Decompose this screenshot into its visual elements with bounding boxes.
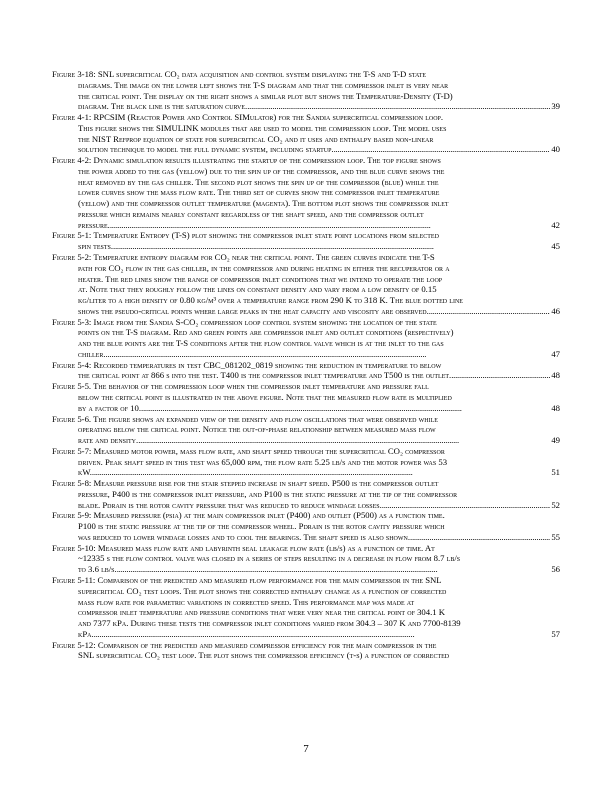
entry-text: Figure 5-10: Measured mass flow rate and labyrinth seal leakage flow rate (lb/s) as a function of time. At bbox=[52, 542, 435, 553]
figure-entry[interactable] bbox=[52, 230, 560, 252]
entry-line bbox=[52, 564, 560, 575]
entry-line bbox=[52, 295, 560, 306]
entry-line bbox=[52, 500, 560, 511]
entry-text: mass flow rate for parametric variations in corrected speed. This performance map was made at bbox=[78, 596, 415, 607]
entry-text: the critical point. The display on the right shows a similar plot but shows the Temperature-Density (T-D) bbox=[78, 90, 453, 101]
entry-line bbox=[52, 101, 560, 112]
entry-line bbox=[52, 155, 560, 166]
entry-page-number[interactable]: 48 bbox=[551, 370, 560, 381]
entry-line bbox=[52, 575, 560, 586]
entry-page-number[interactable]: 42 bbox=[551, 219, 560, 230]
entry-text: at. Note that they roughly follow the lines on constant density and vary from a low density of 0.15 bbox=[78, 284, 437, 295]
entry-line bbox=[52, 349, 560, 360]
entry-line bbox=[52, 607, 560, 618]
entry-line bbox=[52, 112, 560, 123]
figure-entry[interactable] bbox=[52, 252, 560, 317]
entry-text: path for CO₂ flow in the gas chiller, in the compressor and during heating in either the recuperator or a bbox=[78, 262, 450, 273]
entry-page-number[interactable]: 47 bbox=[551, 348, 560, 359]
entry-line bbox=[52, 80, 560, 91]
entry-text: was reduced to lower windage losses and to cool the bearings. The shaft speed is also shown. bbox=[78, 531, 411, 542]
entry-line bbox=[52, 360, 560, 371]
entry-text: the critical point at 866 s into the test. T400 is the compressor inlet temperature and T500 is the outlet. bbox=[78, 370, 452, 381]
figure-entry[interactable] bbox=[52, 317, 560, 360]
entry-line bbox=[52, 306, 560, 317]
entry-line bbox=[52, 392, 560, 403]
entry-line bbox=[52, 230, 560, 241]
entry-text: (yellow) and the compressor outlet temperature (magenta). The bottom plot shows the compressor inlet bbox=[78, 198, 449, 209]
entry-text: to 3.6 lb/s. bbox=[78, 564, 117, 575]
entry-line bbox=[52, 640, 560, 651]
entry-text: driven. Peak shaft speed in this test was 65,000 rpm, the flow rate 5.25 lb/s and the motor power was 53 bbox=[78, 456, 448, 467]
entry-line bbox=[52, 252, 560, 263]
entry-text: solution technique to model the full dynamic system, including startup. bbox=[78, 144, 334, 155]
entry-line bbox=[52, 650, 560, 661]
entry-page-number[interactable]: 45 bbox=[551, 241, 560, 252]
entry-line bbox=[52, 424, 560, 435]
entry-page-number[interactable]: 56 bbox=[551, 564, 560, 575]
entry-line bbox=[52, 317, 560, 328]
entry-text: Figure 5-6. The figure shows an expanded view of the density and flow oscillations that were observed while bbox=[52, 413, 438, 424]
entry-line bbox=[52, 510, 560, 521]
entry-text: rate and density. bbox=[78, 435, 139, 446]
figure-entry[interactable] bbox=[52, 69, 560, 112]
figure-entry[interactable] bbox=[52, 360, 560, 382]
dot-leader bbox=[382, 500, 551, 511]
entry-page-number[interactable]: 39 bbox=[551, 101, 560, 112]
entry-line bbox=[52, 370, 560, 381]
entry-text: Figure 5-2: Temperature entropy diagram for CO₂ near the critical point. The green curves indicate the T-S bbox=[52, 252, 435, 263]
entry-text: Figure 5-12: Comparison of the predicted and measured compressor efficiency for the main compressor in the bbox=[52, 639, 437, 650]
dot-leader bbox=[94, 629, 551, 640]
dot-leader bbox=[247, 101, 550, 112]
entry-text: points on the T-S diagram. Red and green points are compressor inlet and outlet conditions (respectively) bbox=[78, 327, 454, 338]
entry-line bbox=[52, 284, 560, 295]
entry-text: operating below the critical point. Notice the out-of-phase relationship between measured mass flow bbox=[78, 424, 436, 435]
entry-line bbox=[52, 220, 560, 231]
entry-line bbox=[52, 457, 560, 468]
dot-leader bbox=[451, 370, 550, 381]
entry-text: by a factor of 10. bbox=[78, 402, 142, 413]
entry-page-number[interactable]: 49 bbox=[551, 435, 560, 446]
list-of-figures bbox=[52, 69, 560, 661]
entry-text: blade. Pdrain is the rotor cavity pressure that was reduced to reduce windage losses. bbox=[78, 499, 382, 510]
figure-entry[interactable] bbox=[52, 446, 560, 478]
entry-text: Figure 3-18: SNL supercritical CO₂ data acquisition and control system displaying the T-S and T-D state bbox=[52, 69, 427, 79]
entry-line bbox=[52, 478, 560, 489]
entry-line bbox=[52, 543, 560, 554]
entry-text: pressure. bbox=[78, 219, 110, 230]
entry-line bbox=[52, 489, 560, 500]
figure-entry[interactable] bbox=[52, 510, 560, 542]
entry-line bbox=[52, 209, 560, 220]
entry-text: diagram. The black line is the saturation curve. bbox=[78, 101, 248, 112]
entry-line bbox=[52, 274, 560, 285]
entry-line bbox=[52, 144, 560, 155]
entry-line bbox=[52, 532, 560, 543]
entry-text: the NIST Refprop equation of state for supercritical CO₂ and it uses and enthalpy based non-linear bbox=[78, 133, 434, 144]
figure-entry[interactable] bbox=[52, 414, 560, 446]
entry-text: kW. bbox=[78, 467, 92, 478]
entry-text: the power added to the gas (yellow) due to the spin up of the compressor, and the blue curve shows the bbox=[78, 165, 445, 176]
entry-text: heater. The red lines show the range of compressor inlet conditions that we intend to operate the loop bbox=[78, 273, 443, 284]
entry-text: ~12335 s the flow control valve was closed in a series of steps resulting in a decrease in flow from 8.7 lb/s bbox=[78, 553, 461, 564]
entry-page-number[interactable]: 57 bbox=[551, 628, 560, 639]
entry-page-number[interactable]: 48 bbox=[551, 402, 560, 413]
page-number: 7 bbox=[303, 743, 309, 755]
entry-line bbox=[52, 134, 560, 145]
entry-line bbox=[52, 198, 560, 209]
entry-text: SNL supercritical CO₂ test loop. The plot shows the compressor efficiency (t-s) a function of corrected bbox=[78, 650, 450, 661]
entry-line bbox=[52, 263, 560, 274]
dot-leader bbox=[141, 403, 550, 414]
entry-text: and the blue points are the T-S conditions after the flow control valve which is at the inlet to the gas bbox=[78, 338, 444, 349]
entry-line bbox=[52, 521, 560, 532]
entry-text: kPa. bbox=[78, 628, 94, 639]
entry-line bbox=[52, 91, 560, 102]
figure-entry[interactable] bbox=[52, 112, 560, 155]
entry-text: heat removed by the gas chiller. The second plot shows the spin up of the compressor (blue) while the bbox=[78, 176, 439, 187]
entry-text: Figure 5-11: Comparison of the predicted and measured flow performance for the main compressor in the SNL bbox=[52, 574, 442, 585]
figure-entry[interactable] bbox=[52, 640, 560, 662]
entry-text: spin tests. bbox=[78, 241, 114, 252]
entry-text: and 7377 kPa. During these tests the compressor inlet conditions varied from 304.3 – 307 K and 7700-8139 bbox=[78, 618, 461, 629]
entry-line bbox=[52, 403, 560, 414]
entry-text: Figure 5-5. The behavior of the compression loop when the compressor inlet temperature and pressure fall bbox=[52, 381, 429, 392]
entry-line bbox=[52, 327, 560, 338]
entry-page-number[interactable]: 46 bbox=[551, 305, 560, 316]
entry-page-number[interactable]: 55 bbox=[551, 531, 560, 542]
entry-page-number[interactable]: 40 bbox=[551, 144, 560, 155]
entry-line bbox=[52, 435, 560, 446]
entry-text: P100 is the static pressure at the tip of the compressor wheel. Pdrain is the rotor cavity pressure which bbox=[78, 521, 445, 532]
entry-text: compressor inlet temperature and pressure conditions that were very near the critical point of 304.1 K bbox=[78, 607, 446, 618]
entry-text: supercritical CO₂ test loops. The plot shows the corrected enthalpy change as a function of corrected bbox=[78, 585, 447, 596]
entry-text: This figure shows the SIMULINK modules that are used to model the compression loop. The model uses bbox=[78, 122, 447, 133]
entry-page-number[interactable]: 51 bbox=[551, 467, 560, 478]
dot-leader bbox=[334, 144, 551, 155]
entry-text: kg/liter to a high density of 0.80 kg/m³ over a temperature range from 290 K to 318 K. The blue dotted line bbox=[78, 295, 463, 306]
figure-entry[interactable] bbox=[52, 381, 560, 413]
entry-line bbox=[52, 597, 560, 608]
entry-line bbox=[52, 69, 560, 80]
dot-leader bbox=[92, 467, 550, 478]
entry-line bbox=[52, 123, 560, 134]
entry-line bbox=[52, 467, 560, 478]
dot-leader bbox=[106, 349, 551, 360]
figure-entry[interactable] bbox=[52, 155, 560, 230]
entry-text: shows the pseudo-critical points where large peaks in the heat capacity and viscosity are observed. bbox=[78, 305, 429, 316]
dot-leader bbox=[113, 241, 550, 252]
entry-text: pressure which remains nearly constant regardless of the shaft speed, and the compressor outlet bbox=[78, 208, 424, 219]
entry-line bbox=[52, 187, 560, 198]
entry-line bbox=[52, 618, 560, 629]
entry-line bbox=[52, 241, 560, 252]
entry-line bbox=[52, 553, 560, 564]
entry-line bbox=[52, 166, 560, 177]
dot-leader bbox=[117, 564, 551, 575]
entry-line bbox=[52, 381, 560, 392]
entry-text: pressure, P400 is the compressor inlet pressure, and P100 is the static pressure at the tip of the compressor bbox=[78, 488, 458, 499]
entry-text: Figure 5-9: Measured pressure (psia) at the main compressor inlet (P400) and outlet (P500) as a function time. bbox=[52, 510, 445, 521]
entry-text: Figure 5-8: Measure pressure rise for the stair stepped increase in shaft speed. P500 is the compressor outlet bbox=[52, 478, 439, 489]
entry-line bbox=[52, 446, 560, 457]
entry-text: diagrams. The image on the lower left shows the T-S diagram and that the compressor inlet is very near bbox=[78, 79, 449, 90]
entry-line bbox=[52, 177, 560, 188]
entry-text: Figure 5-1: Temperature Entropy (T-S) plot showing the compressor inlet state point locations from selected bbox=[52, 230, 439, 241]
figure-entry[interactable] bbox=[52, 575, 560, 640]
entry-text: below the critical point is illustrated in the above figure. Note that the measured flow rate is multiplied bbox=[78, 391, 452, 402]
figure-entry[interactable] bbox=[52, 543, 560, 575]
dot-leader bbox=[138, 435, 550, 446]
entry-line bbox=[52, 414, 560, 425]
entry-text: Figure 5-3: Image from the Sandia S-CO₂ compression loop control system showing the location of the state bbox=[52, 316, 437, 327]
entry-text: chiller. bbox=[78, 348, 106, 359]
entry-page-number[interactable]: 52 bbox=[551, 499, 560, 510]
entry-text: Figure 5-7: Measured motor power, mass flow rate, and shaft speed through the supercritical CO₂ compressor bbox=[52, 445, 445, 456]
dot-leader bbox=[429, 306, 551, 317]
entry-line bbox=[52, 338, 560, 349]
figure-entry[interactable] bbox=[52, 478, 560, 510]
dot-leader bbox=[110, 220, 550, 231]
entry-text: Figure 5-4: Recorded temperatures in test CBC_081202_0819 showing the reduction in temperature to below bbox=[52, 359, 442, 370]
dot-leader bbox=[410, 532, 550, 543]
entry-text: lower curves show the mass flow rate. The third set of curves show the compressor inlet temperature bbox=[78, 187, 440, 198]
entry-line bbox=[52, 586, 560, 597]
entry-line bbox=[52, 629, 560, 640]
entry-text: Figure 4-2: Dynamic simulation results illustrating the startup of the compression loop. The top figure shows bbox=[52, 155, 441, 166]
entry-text: Figure 4-1: RPCSIM (Reactor Power and Control SIMulator) for the Sandia supercritical compression loop. bbox=[52, 112, 444, 123]
